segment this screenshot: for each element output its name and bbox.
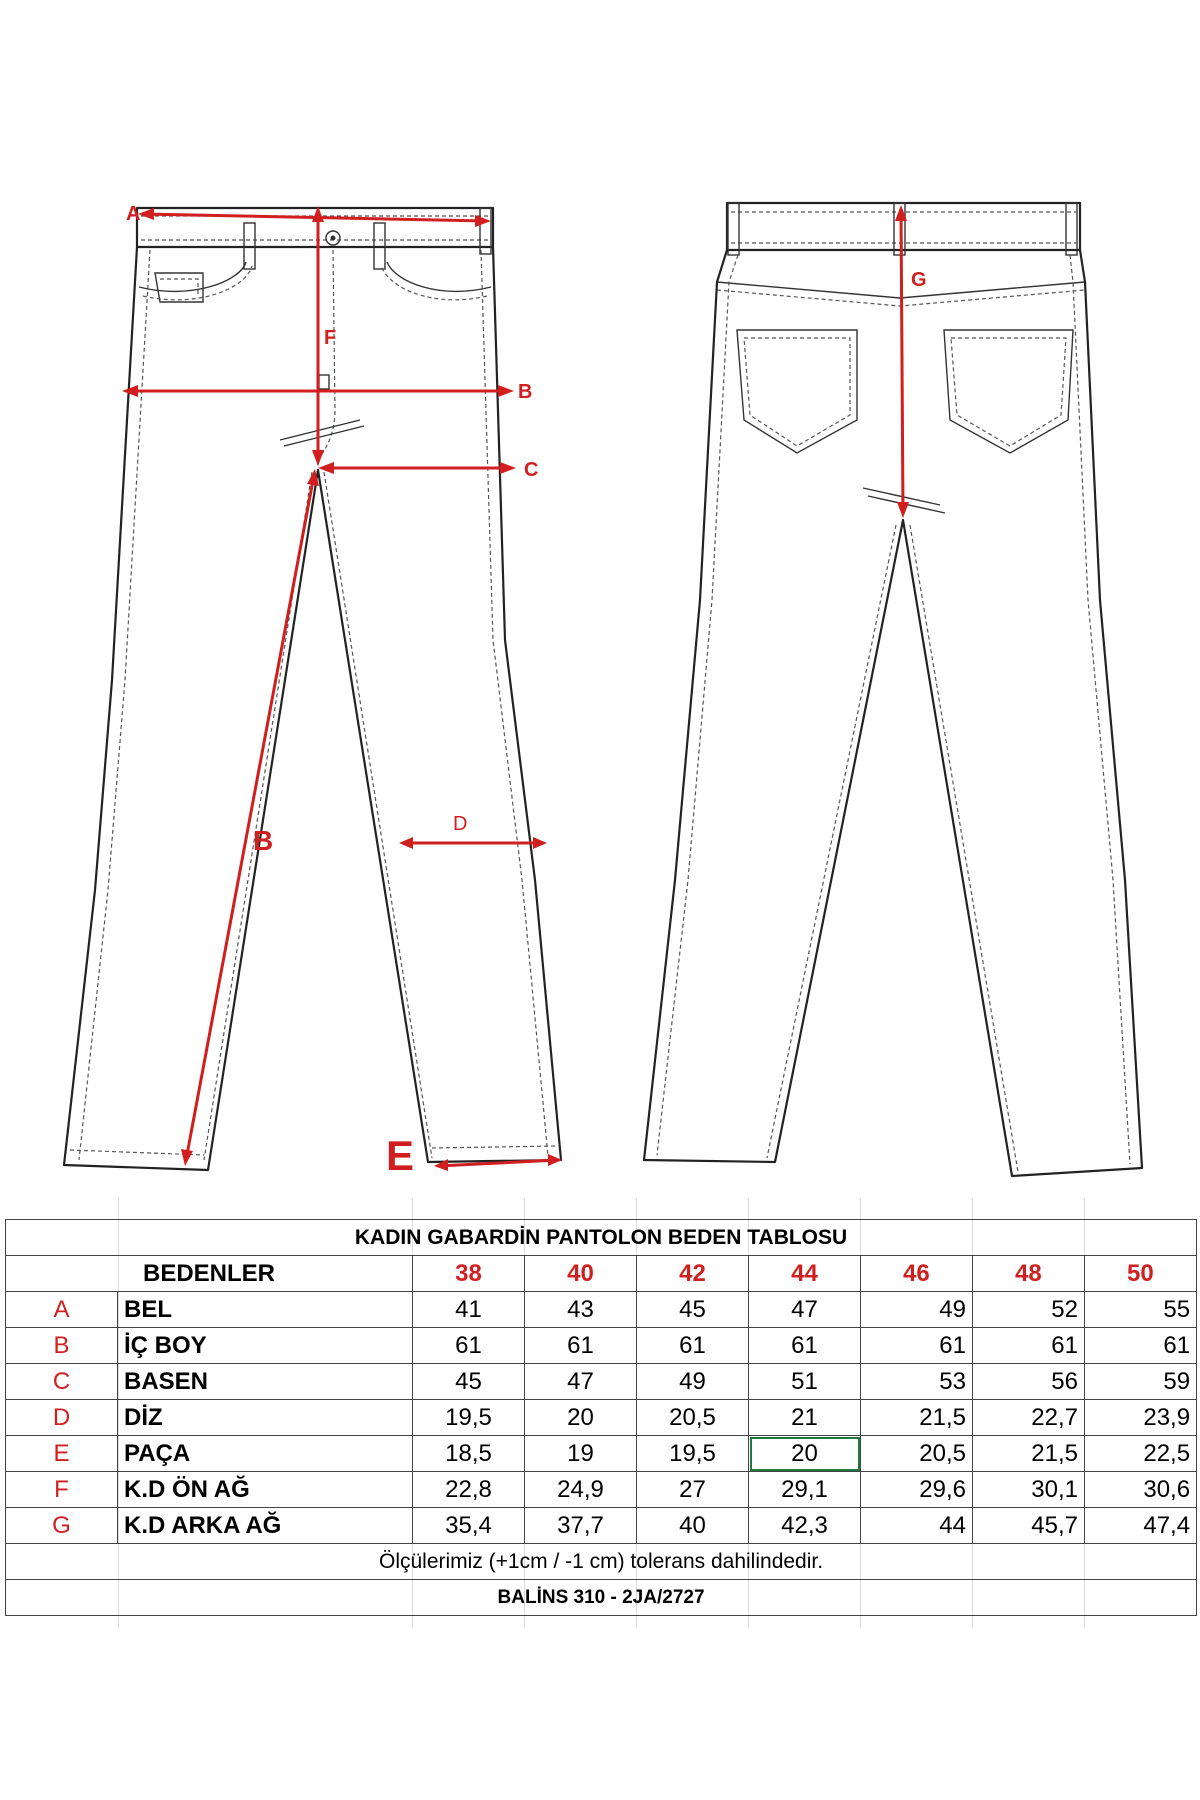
measurement-value: 61 [525, 1328, 637, 1364]
table-header-row [6, 1256, 1197, 1292]
measurement-value: 19 [525, 1436, 637, 1472]
measurement-value: 61 [973, 1328, 1085, 1364]
measurement-value: 21,5 [861, 1400, 973, 1436]
label-e: E [386, 1132, 415, 1179]
measurement-value: 53 [861, 1364, 973, 1400]
header-size: 42 [637, 1256, 749, 1292]
label-b-inseam: B [253, 825, 274, 856]
measurement-value: 21,5 [973, 1436, 1085, 1472]
measurement-value: 52 [973, 1292, 1085, 1328]
measurement-value: 44 [861, 1508, 973, 1544]
measurement-value: 30,6 [1085, 1472, 1197, 1508]
table-row [6, 1436, 1197, 1472]
measurement-value: 19,5 [637, 1436, 749, 1472]
measurement-value: 22,7 [973, 1400, 1085, 1436]
measurement-name: PAÇA [118, 1436, 413, 1472]
measurement-value: 40 [637, 1508, 749, 1544]
table-row [6, 1508, 1197, 1544]
measurement-code: E [6, 1436, 118, 1472]
measurement-value: 20,5 [637, 1400, 749, 1436]
measurement-value: 41 [413, 1292, 525, 1328]
measurement-value: 20,5 [861, 1436, 973, 1472]
label-f: F [324, 327, 337, 349]
measurement-code: G [6, 1508, 118, 1544]
front-trousers-drawing [64, 208, 561, 1170]
measurement-value: 47 [749, 1292, 861, 1328]
table-row [6, 1328, 1197, 1364]
measurement-value: 29,1 [749, 1472, 861, 1508]
table-row [6, 1364, 1197, 1400]
header-size: 50 [1085, 1256, 1197, 1292]
header-sizes-label: BEDENLER [6, 1256, 413, 1292]
back-measurement-lines [895, 205, 909, 518]
table-note-row [6, 1544, 1197, 1580]
measurement-value: 19,5 [413, 1400, 525, 1436]
label-b-hip: B [518, 381, 533, 403]
measurement-value: 22,8 [413, 1472, 525, 1508]
measurement-value: 20 [749, 1436, 861, 1472]
measurement-value: 27 [637, 1472, 749, 1508]
measurement-code: B [6, 1328, 118, 1364]
size-chart-table [5, 1219, 1197, 1616]
header-size: 48 [973, 1256, 1085, 1292]
measurement-value: 55 [1085, 1292, 1197, 1328]
measurement-code: F [6, 1472, 118, 1508]
measurement-value: 61 [861, 1328, 973, 1364]
measurement-value: 45 [413, 1364, 525, 1400]
measurement-code: C [6, 1364, 118, 1400]
table-model-row [6, 1580, 1197, 1616]
measurement-value: 47,4 [1085, 1508, 1197, 1544]
measurement-name: BEL [118, 1292, 413, 1328]
measurement-value: 29,6 [861, 1472, 973, 1508]
measurement-value: 30,1 [973, 1472, 1085, 1508]
table-title: KADIN GABARDİN PANTOLON BEDEN TABLOSU [6, 1220, 1197, 1256]
measurement-name: K.D ÖN AĞ [118, 1472, 413, 1508]
measurement-code: D [6, 1400, 118, 1436]
measurement-name: DİZ [118, 1400, 413, 1436]
measurement-value: 21 [749, 1400, 861, 1436]
table-row [6, 1292, 1197, 1328]
tolerance-note: Ölçülerimiz (+1cm / -1 cm) tolerans dahilindedir. [6, 1544, 1197, 1580]
label-g: G [911, 269, 927, 291]
measurement-value: 61 [1085, 1328, 1197, 1364]
measurement-value: 56 [973, 1364, 1085, 1400]
measurement-value: 45,7 [973, 1508, 1085, 1544]
back-trousers-drawing [644, 203, 1142, 1176]
measurement-value: 43 [525, 1292, 637, 1328]
header-size: 38 [413, 1256, 525, 1292]
measurement-value: 47 [525, 1364, 637, 1400]
table-title-row [6, 1220, 1197, 1256]
measurement-value: 24,9 [525, 1472, 637, 1508]
measurement-value: 59 [1085, 1364, 1197, 1400]
measurement-value: 61 [413, 1328, 525, 1364]
header-size: 46 [861, 1256, 973, 1292]
header-size: 44 [749, 1256, 861, 1292]
measurement-value: 18,5 [413, 1436, 525, 1472]
table-row [6, 1400, 1197, 1436]
measurement-value: 42,3 [749, 1508, 861, 1544]
measurement-value: 51 [749, 1364, 861, 1400]
measurement-value: 61 [637, 1328, 749, 1364]
measurement-value: 61 [749, 1328, 861, 1364]
measurement-value: 49 [861, 1292, 973, 1328]
measurement-value: 23,9 [1085, 1400, 1197, 1436]
measurement-value: 49 [637, 1364, 749, 1400]
label-c: C [524, 459, 539, 481]
label-a: A [126, 203, 141, 225]
measurement-name: İÇ BOY [118, 1328, 413, 1364]
measurement-value: 20 [525, 1400, 637, 1436]
header-size: 40 [525, 1256, 637, 1292]
measurement-value: 35,4 [413, 1508, 525, 1544]
measurement-value: 45 [637, 1292, 749, 1328]
measurement-name: BASEN [118, 1364, 413, 1400]
label-d: D [453, 813, 468, 835]
measurement-name: K.D ARKA AĞ [118, 1508, 413, 1544]
measurement-value: 22,5 [1085, 1436, 1197, 1472]
measurement-code: A [6, 1292, 118, 1328]
measurement-value: 37,7 [525, 1508, 637, 1544]
table-row [6, 1472, 1197, 1508]
model-code: BALİNS 310 - 2JA/2727 [6, 1580, 1197, 1616]
